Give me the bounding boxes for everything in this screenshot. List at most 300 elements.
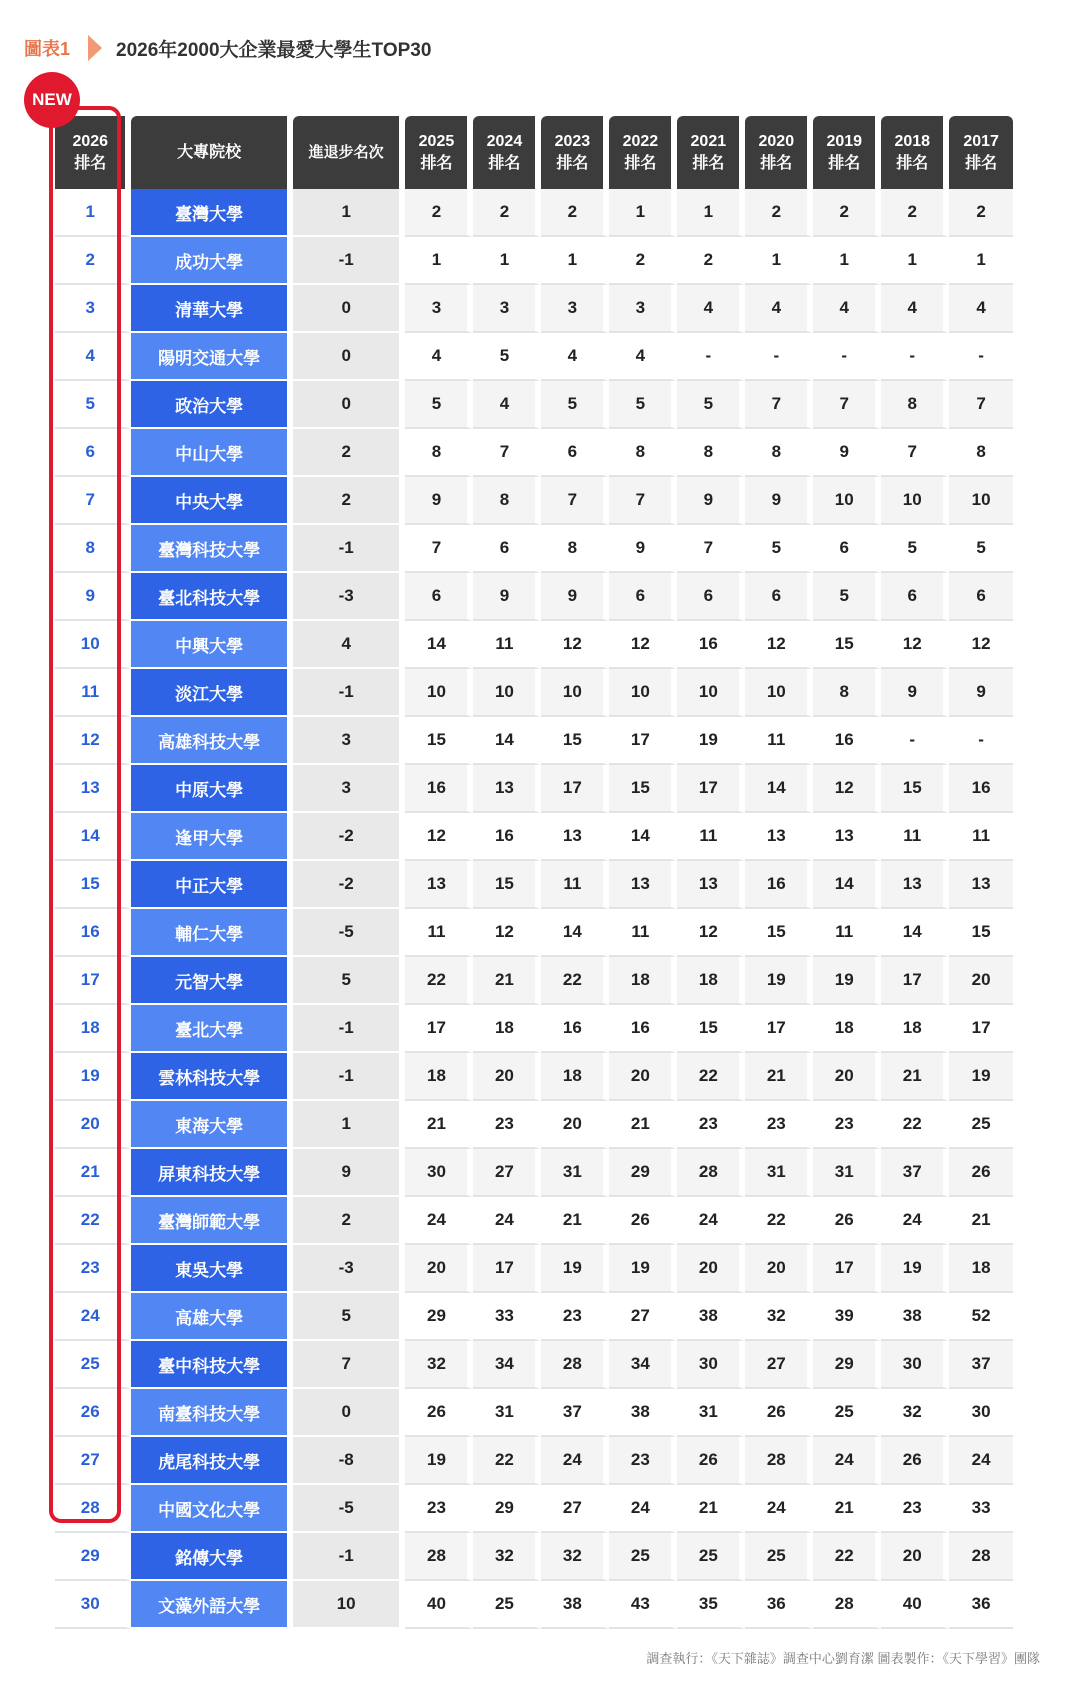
source-credit: 調查執行：《天下雜誌》調查中心劉育潔 圖表製作：《天下學習》團隊 xyxy=(646,1651,1040,1666)
column-header-sublabel: 排名 xyxy=(624,154,657,172)
rank-2017-cell: 20 xyxy=(949,957,1013,1005)
rank-2017-cell: 30 xyxy=(949,1389,1013,1437)
rank-2025-cell: 32 xyxy=(405,1341,473,1389)
rank-2017-cell: 17 xyxy=(949,1005,1013,1053)
table-row xyxy=(55,573,1013,621)
rank-2026-cell: 24 xyxy=(55,1293,131,1341)
rank-2024-cell: 13 xyxy=(473,765,541,813)
rank-2019-cell: 20 xyxy=(813,1053,881,1101)
table-row xyxy=(55,285,1013,333)
rank-2022-cell: 2 xyxy=(609,237,677,285)
rank-2018-cell: 14 xyxy=(881,909,949,957)
rank-change-cell: 10 xyxy=(293,1581,406,1629)
rank-2024-cell: 9 xyxy=(473,573,541,621)
rank-2018-cell: 6 xyxy=(881,573,949,621)
rank-2025-cell: 9 xyxy=(405,477,473,525)
table-row xyxy=(55,1293,1013,1341)
column-header-sublabel: 排名 xyxy=(760,154,793,172)
rank-2025-cell: 4 xyxy=(405,333,473,381)
new-badge: NEW xyxy=(24,72,80,128)
school-name-cell: 中正大學 xyxy=(131,861,292,909)
rank-2021-cell: 26 xyxy=(677,1437,745,1485)
rank-2020-cell: 25 xyxy=(745,1533,813,1581)
rank-2022-cell: 19 xyxy=(609,1245,677,1293)
figure-label: 圖表1 xyxy=(24,39,71,59)
rank-2019-cell: 39 xyxy=(813,1293,881,1341)
rank-2020-cell: 17 xyxy=(745,1005,813,1053)
rank-2024-cell: 27 xyxy=(473,1149,541,1197)
school-name-cell: 淡江大學 xyxy=(131,669,292,717)
rank-2019-cell: 31 xyxy=(813,1149,881,1197)
rank-2021-cell: 1 xyxy=(677,189,745,237)
column-header-sublabel: 排名 xyxy=(488,154,521,172)
rank-2022-cell: 3 xyxy=(609,285,677,333)
arrow-right-icon xyxy=(88,35,102,61)
rank-2025-cell: 20 xyxy=(405,1245,473,1293)
rank-2021-cell: 21 xyxy=(677,1485,745,1533)
rank-2022-cell: 24 xyxy=(609,1485,677,1533)
rank-2024-cell: 31 xyxy=(473,1389,541,1437)
rank-2020-cell: 27 xyxy=(745,1341,813,1389)
rank-2021-cell: 2 xyxy=(677,237,745,285)
rank-2018-cell: 30 xyxy=(881,1341,949,1389)
rank-2026-cell: 30 xyxy=(55,1581,131,1629)
column-header-label: 2020 xyxy=(758,132,795,150)
rank-2023-cell: 2 xyxy=(541,189,609,237)
rank-2025-cell: 26 xyxy=(405,1389,473,1437)
column-header xyxy=(609,116,677,189)
rank-2020-cell: 12 xyxy=(745,621,813,669)
rank-2021-cell: 16 xyxy=(677,621,745,669)
rank-2025-cell: 23 xyxy=(405,1485,473,1533)
rank-2017-cell: - xyxy=(949,717,1013,765)
rank-2023-cell: 21 xyxy=(541,1197,609,1245)
rank-2017-cell: 8 xyxy=(949,429,1013,477)
table-body xyxy=(55,189,1013,1629)
rank-2026-cell: 7 xyxy=(55,477,131,525)
school-name-cell: 東吳大學 xyxy=(131,1245,292,1293)
school-name-cell: 中原大學 xyxy=(131,765,292,813)
rank-2018-cell: 32 xyxy=(881,1389,949,1437)
rank-2021-cell: 5 xyxy=(677,381,745,429)
rank-2018-cell: 13 xyxy=(881,861,949,909)
school-name-cell: 文藻外語大學 xyxy=(131,1581,292,1629)
rank-2026-cell: 14 xyxy=(55,813,131,861)
rank-2023-cell: 24 xyxy=(541,1437,609,1485)
rank-2021-cell: 7 xyxy=(677,525,745,573)
rank-2025-cell: 15 xyxy=(405,717,473,765)
rank-2023-cell: 38 xyxy=(541,1581,609,1629)
rank-2020-cell: 9 xyxy=(745,477,813,525)
rank-2023-cell: 10 xyxy=(541,669,609,717)
rank-2020-cell: 36 xyxy=(745,1581,813,1629)
rank-2022-cell: 27 xyxy=(609,1293,677,1341)
rank-2022-cell: 20 xyxy=(609,1053,677,1101)
rank-2021-cell: 11 xyxy=(677,813,745,861)
rank-2023-cell: 18 xyxy=(541,1053,609,1101)
rank-2023-cell: 7 xyxy=(541,477,609,525)
rank-2020-cell: 21 xyxy=(745,1053,813,1101)
column-header-label: 2026 xyxy=(72,132,109,150)
rank-2020-cell: 1 xyxy=(745,237,813,285)
rank-2020-cell: 11 xyxy=(745,717,813,765)
rank-2025-cell: 17 xyxy=(405,1005,473,1053)
school-name-cell: 東海大學 xyxy=(131,1101,292,1149)
rank-2023-cell: 19 xyxy=(541,1245,609,1293)
rank-2024-cell: 14 xyxy=(473,717,541,765)
rank-change-cell: 1 xyxy=(293,189,406,237)
rank-2019-cell: 10 xyxy=(813,477,881,525)
rank-2026-cell: 25 xyxy=(55,1341,131,1389)
table-row xyxy=(55,1053,1013,1101)
rank-2020-cell: 32 xyxy=(745,1293,813,1341)
table-row xyxy=(55,957,1013,1005)
rank-2025-cell: 28 xyxy=(405,1533,473,1581)
rank-change-cell: 7 xyxy=(293,1341,406,1389)
rank-2024-cell: 22 xyxy=(473,1437,541,1485)
column-header-sublabel: 排名 xyxy=(828,154,861,172)
rank-2022-cell: 34 xyxy=(609,1341,677,1389)
rank-2017-cell: 11 xyxy=(949,813,1013,861)
rank-2021-cell: 9 xyxy=(677,477,745,525)
rank-2020-cell: 22 xyxy=(745,1197,813,1245)
school-name-cell: 中山大學 xyxy=(131,429,292,477)
rank-2026-cell: 23 xyxy=(55,1245,131,1293)
rank-2019-cell: 7 xyxy=(813,381,881,429)
rank-2024-cell: 4 xyxy=(473,381,541,429)
rank-2023-cell: 20 xyxy=(541,1101,609,1149)
rank-change-cell: 2 xyxy=(293,1197,406,1245)
rank-2022-cell: 12 xyxy=(609,621,677,669)
rank-2025-cell: 12 xyxy=(405,813,473,861)
rank-change-cell: 5 xyxy=(293,1293,406,1341)
table-row xyxy=(55,1485,1013,1533)
rank-2026-cell: 26 xyxy=(55,1389,131,1437)
rank-2023-cell: 4 xyxy=(541,333,609,381)
school-name-cell: 陽明交通大學 xyxy=(131,333,292,381)
rank-change-cell: -3 xyxy=(293,573,406,621)
rank-2022-cell: 11 xyxy=(609,909,677,957)
table-row xyxy=(55,1341,1013,1389)
rank-2025-cell: 11 xyxy=(405,909,473,957)
school-name-cell: 南臺科技大學 xyxy=(131,1389,292,1437)
rank-change-cell: 0 xyxy=(293,333,406,381)
rank-2024-cell: 1 xyxy=(473,237,541,285)
rank-change-cell: -2 xyxy=(293,861,406,909)
rank-change-cell: 9 xyxy=(293,1149,406,1197)
rank-2019-cell: 22 xyxy=(813,1533,881,1581)
rank-2024-cell: 5 xyxy=(473,333,541,381)
rank-change-cell: -5 xyxy=(293,909,406,957)
school-name-cell: 中國文化大學 xyxy=(131,1485,292,1533)
rank-2024-cell: 7 xyxy=(473,429,541,477)
rank-2019-cell: - xyxy=(813,333,881,381)
rank-2017-cell: 4 xyxy=(949,285,1013,333)
school-name-cell: 中央大學 xyxy=(131,477,292,525)
rank-2026-cell: 6 xyxy=(55,429,131,477)
rank-change-cell: 0 xyxy=(293,381,406,429)
table-row xyxy=(55,1101,1013,1149)
rank-2017-cell: 5 xyxy=(949,525,1013,573)
rank-2022-cell: 7 xyxy=(609,477,677,525)
rank-2021-cell: 19 xyxy=(677,717,745,765)
rank-2017-cell: 18 xyxy=(949,1245,1013,1293)
table-row xyxy=(55,669,1013,717)
rank-2022-cell: 29 xyxy=(609,1149,677,1197)
school-name-cell: 高雄科技大學 xyxy=(131,717,292,765)
rank-2022-cell: 13 xyxy=(609,861,677,909)
rank-2026-cell: 1 xyxy=(55,189,131,237)
rank-2020-cell: 5 xyxy=(745,525,813,573)
rank-2021-cell: 30 xyxy=(677,1341,745,1389)
school-name-cell: 臺灣師範大學 xyxy=(131,1197,292,1245)
rank-2017-cell: 16 xyxy=(949,765,1013,813)
rank-change-cell: 2 xyxy=(293,477,406,525)
rank-2018-cell: 18 xyxy=(881,1005,949,1053)
school-name-cell: 高雄大學 xyxy=(131,1293,292,1341)
rank-2026-cell: 12 xyxy=(55,717,131,765)
rank-change-cell: -2 xyxy=(293,813,406,861)
school-name-cell: 雲林科技大學 xyxy=(131,1053,292,1101)
rank-2019-cell: 4 xyxy=(813,285,881,333)
rank-change-cell: 0 xyxy=(293,285,406,333)
rank-2018-cell: 23 xyxy=(881,1485,949,1533)
rank-change-cell: -1 xyxy=(293,1053,406,1101)
column-header-label: 2023 xyxy=(554,132,591,150)
ranking-table xyxy=(55,116,1013,1629)
rank-2021-cell: 18 xyxy=(677,957,745,1005)
rank-2024-cell: 20 xyxy=(473,1053,541,1101)
rank-2026-cell: 22 xyxy=(55,1197,131,1245)
rank-2017-cell: 24 xyxy=(949,1437,1013,1485)
rank-2025-cell: 21 xyxy=(405,1101,473,1149)
column-header-sublabel: 排名 xyxy=(556,154,589,172)
rank-2023-cell: 9 xyxy=(541,573,609,621)
rank-2021-cell: 15 xyxy=(677,1005,745,1053)
rank-2022-cell: 23 xyxy=(609,1437,677,1485)
rank-2019-cell: 24 xyxy=(813,1437,881,1485)
rank-2019-cell: 13 xyxy=(813,813,881,861)
table-row xyxy=(55,1533,1013,1581)
rank-2025-cell: 40 xyxy=(405,1581,473,1629)
rank-2017-cell: 6 xyxy=(949,573,1013,621)
rank-2025-cell: 19 xyxy=(405,1437,473,1485)
rank-change-cell: -8 xyxy=(293,1437,406,1485)
rank-2018-cell: 20 xyxy=(881,1533,949,1581)
rank-2019-cell: 25 xyxy=(813,1389,881,1437)
rank-change-cell: -5 xyxy=(293,1485,406,1533)
rank-2019-cell: 15 xyxy=(813,621,881,669)
rank-2023-cell: 6 xyxy=(541,429,609,477)
rank-change-cell: 2 xyxy=(293,429,406,477)
rank-2026-cell: 20 xyxy=(55,1101,131,1149)
rank-2017-cell: 28 xyxy=(949,1533,1013,1581)
rank-2018-cell: 1 xyxy=(881,237,949,285)
table-row xyxy=(55,189,1013,237)
rank-2020-cell: 6 xyxy=(745,573,813,621)
school-name-cell: 元智大學 xyxy=(131,957,292,1005)
rank-2026-cell: 17 xyxy=(55,957,131,1005)
rank-2024-cell: 18 xyxy=(473,1005,541,1053)
rank-2024-cell: 29 xyxy=(473,1485,541,1533)
rank-2026-cell: 27 xyxy=(55,1437,131,1485)
rank-2026-cell: 28 xyxy=(55,1485,131,1533)
rank-2021-cell: 28 xyxy=(677,1149,745,1197)
rank-2025-cell: 1 xyxy=(405,237,473,285)
column-header-sublabel: 排名 xyxy=(965,154,998,172)
rank-2019-cell: 9 xyxy=(813,429,881,477)
rank-2021-cell: 4 xyxy=(677,285,745,333)
rank-2026-cell: 13 xyxy=(55,765,131,813)
rank-2023-cell: 27 xyxy=(541,1485,609,1533)
rank-2023-cell: 5 xyxy=(541,381,609,429)
rank-2023-cell: 12 xyxy=(541,621,609,669)
rank-2023-cell: 37 xyxy=(541,1389,609,1437)
school-name-cell: 輔仁大學 xyxy=(131,909,292,957)
rank-2022-cell: 6 xyxy=(609,573,677,621)
rank-2018-cell: 26 xyxy=(881,1437,949,1485)
rank-2019-cell: 11 xyxy=(813,909,881,957)
rank-2017-cell: - xyxy=(949,333,1013,381)
table-row xyxy=(55,237,1013,285)
rank-2017-cell: 2 xyxy=(949,189,1013,237)
rank-2024-cell: 12 xyxy=(473,909,541,957)
rank-2018-cell: 40 xyxy=(881,1581,949,1629)
header-row xyxy=(55,116,1013,189)
table-row xyxy=(55,1581,1013,1629)
school-name-cell: 臺中科技大學 xyxy=(131,1341,292,1389)
rank-2022-cell: 16 xyxy=(609,1005,677,1053)
rank-2026-cell: 8 xyxy=(55,525,131,573)
rank-2023-cell: 28 xyxy=(541,1341,609,1389)
column-header xyxy=(293,116,406,189)
rank-2017-cell: 21 xyxy=(949,1197,1013,1245)
rank-2021-cell: 23 xyxy=(677,1101,745,1149)
rank-2021-cell: 35 xyxy=(677,1581,745,1629)
rank-2020-cell: 19 xyxy=(745,957,813,1005)
rank-2022-cell: 10 xyxy=(609,669,677,717)
rank-2020-cell: 23 xyxy=(745,1101,813,1149)
rank-2017-cell: 33 xyxy=(949,1485,1013,1533)
rank-2019-cell: 26 xyxy=(813,1197,881,1245)
rank-2018-cell: 17 xyxy=(881,957,949,1005)
rank-2026-cell: 2 xyxy=(55,237,131,285)
rank-2023-cell: 3 xyxy=(541,285,609,333)
column-header-label: 2021 xyxy=(690,132,727,150)
rank-2019-cell: 21 xyxy=(813,1485,881,1533)
rank-2024-cell: 3 xyxy=(473,285,541,333)
rank-2019-cell: 1 xyxy=(813,237,881,285)
rank-2023-cell: 31 xyxy=(541,1149,609,1197)
table-row xyxy=(55,1005,1013,1053)
rank-2026-cell: 9 xyxy=(55,573,131,621)
rank-2019-cell: 29 xyxy=(813,1341,881,1389)
rank-2026-cell: 18 xyxy=(55,1005,131,1053)
rank-2018-cell: 7 xyxy=(881,429,949,477)
column-header-sublabel: 排名 xyxy=(692,154,725,172)
rank-2023-cell: 16 xyxy=(541,1005,609,1053)
column-header-label: 進退步名次 xyxy=(308,143,384,161)
table-row xyxy=(55,1437,1013,1485)
rank-2022-cell: 43 xyxy=(609,1581,677,1629)
rank-2025-cell: 8 xyxy=(405,429,473,477)
rank-2020-cell: 8 xyxy=(745,429,813,477)
rank-2018-cell: 24 xyxy=(881,1197,949,1245)
rank-2021-cell: 17 xyxy=(677,765,745,813)
rank-2020-cell: 13 xyxy=(745,813,813,861)
rank-2017-cell: 13 xyxy=(949,861,1013,909)
table-row xyxy=(55,1389,1013,1437)
rank-2019-cell: 17 xyxy=(813,1245,881,1293)
rank-2017-cell: 26 xyxy=(949,1149,1013,1197)
rank-2026-cell: 19 xyxy=(55,1053,131,1101)
school-name-cell: 清華大學 xyxy=(131,285,292,333)
figure-title: 2026年2000大企業最愛大學生TOP30 xyxy=(116,39,432,61)
column-header xyxy=(405,116,473,189)
rank-2017-cell: 1 xyxy=(949,237,1013,285)
rank-change-cell: -1 xyxy=(293,525,406,573)
rank-2023-cell: 22 xyxy=(541,957,609,1005)
rank-change-cell: -1 xyxy=(293,669,406,717)
rank-2025-cell: 10 xyxy=(405,669,473,717)
rank-2017-cell: 19 xyxy=(949,1053,1013,1101)
rank-2023-cell: 17 xyxy=(541,765,609,813)
rank-2017-cell: 25 xyxy=(949,1101,1013,1149)
table-row xyxy=(55,621,1013,669)
rank-2025-cell: 13 xyxy=(405,861,473,909)
column-header-label: 大專院校 xyxy=(177,143,242,161)
rank-2019-cell: 28 xyxy=(813,1581,881,1629)
column-header xyxy=(541,116,609,189)
rank-2024-cell: 21 xyxy=(473,957,541,1005)
rank-2026-cell: 21 xyxy=(55,1149,131,1197)
rank-2019-cell: 6 xyxy=(813,525,881,573)
school-name-cell: 中興大學 xyxy=(131,621,292,669)
rank-2018-cell: 12 xyxy=(881,621,949,669)
rank-2020-cell: 7 xyxy=(745,381,813,429)
rank-2020-cell: 16 xyxy=(745,861,813,909)
school-name-cell: 逢甲大學 xyxy=(131,813,292,861)
rank-2020-cell: 26 xyxy=(745,1389,813,1437)
rank-2024-cell: 23 xyxy=(473,1101,541,1149)
rank-2021-cell: 24 xyxy=(677,1197,745,1245)
rank-2022-cell: 38 xyxy=(609,1389,677,1437)
column-header-label: 2017 xyxy=(963,132,999,150)
table-row xyxy=(55,861,1013,909)
table-row xyxy=(55,333,1013,381)
rank-2024-cell: 34 xyxy=(473,1341,541,1389)
rank-2025-cell: 22 xyxy=(405,957,473,1005)
column-header-sublabel: 排名 xyxy=(896,154,929,172)
school-name-cell: 屏東科技大學 xyxy=(131,1149,292,1197)
school-name-cell: 臺灣大學 xyxy=(131,189,292,237)
rank-2018-cell: 15 xyxy=(881,765,949,813)
rank-2024-cell: 6 xyxy=(473,525,541,573)
rank-2025-cell: 18 xyxy=(405,1053,473,1101)
column-header-label: 2019 xyxy=(826,132,863,150)
school-name-cell: 成功大學 xyxy=(131,237,292,285)
rank-2026-cell: 5 xyxy=(55,381,131,429)
rank-change-cell: -1 xyxy=(293,1533,406,1581)
rank-2022-cell: 15 xyxy=(609,765,677,813)
table-row xyxy=(55,909,1013,957)
rank-2018-cell: 37 xyxy=(881,1149,949,1197)
rank-2018-cell: 19 xyxy=(881,1245,949,1293)
rank-2020-cell: 15 xyxy=(745,909,813,957)
rank-2019-cell: 23 xyxy=(813,1101,881,1149)
table-row xyxy=(55,1149,1013,1197)
rank-2020-cell: - xyxy=(745,333,813,381)
